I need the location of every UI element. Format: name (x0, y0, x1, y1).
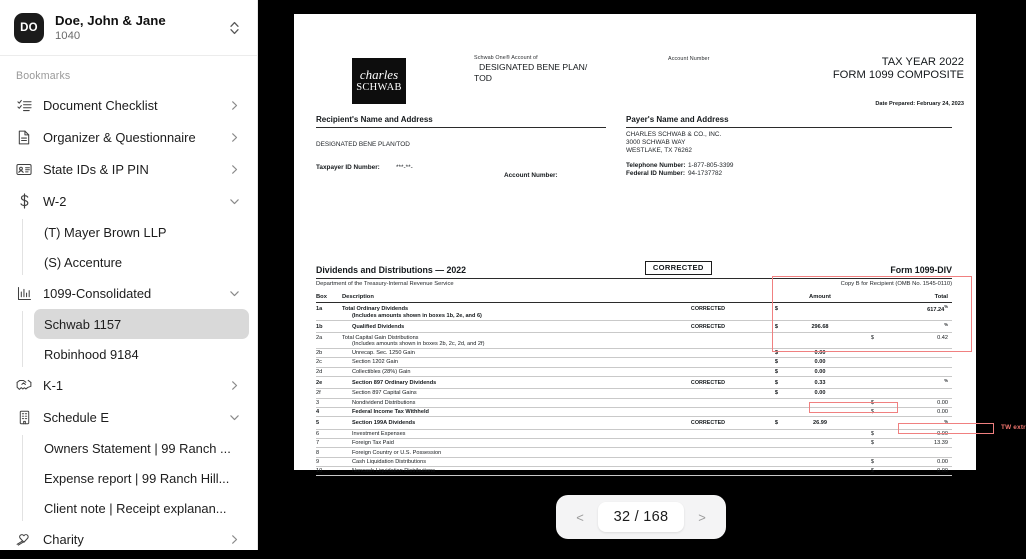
chevron-up-down-icon[interactable] (225, 17, 243, 39)
table-row-note (316, 313, 952, 321)
form-label: Form 1099-DIV (890, 265, 952, 275)
row-desc: Section 1202 Gain (352, 359, 399, 366)
pagination-control[interactable] (556, 495, 726, 539)
row-total: 0.00 (937, 430, 948, 437)
row-amount: 26.99 (813, 419, 827, 426)
telephone-value: 1-877-805-3399 (688, 162, 734, 169)
row-corrected: CORRECTED (690, 323, 726, 330)
corrected-stamp: CORRECTED (645, 261, 712, 275)
annotation-label: TW extr (1001, 424, 1026, 431)
row-box: 8 (316, 449, 320, 456)
sidebar-subitem-label: Owners Statement | 99 Ranch ... (44, 440, 231, 456)
row-d2: $ (870, 440, 874, 447)
table-row (316, 333, 952, 340)
row-d1: $ (774, 305, 778, 312)
chevron-down-icon[interactable] (228, 411, 241, 424)
tax-year-title: TAX YEAR 2022 (881, 56, 964, 68)
sidebar-subitem-label: (S) Accenture (44, 254, 123, 270)
bookmarks-nav (0, 89, 257, 559)
sidebar-item-state-ids-ip-pin[interactable] (8, 153, 249, 185)
department-line: Department of the Treasury-Internal Revenue Service (316, 281, 454, 287)
row-total (874, 378, 952, 387)
building-icon (16, 409, 32, 425)
table-row (316, 358, 952, 367)
form-1099-composite (304, 18, 1026, 475)
table-row (316, 349, 952, 358)
row-d2: $ (870, 409, 874, 416)
row-desc: Section 897 Ordinary Dividends (352, 379, 437, 386)
row-desc: Unrecap. Sec. 1250 Gain (352, 350, 415, 357)
table-row (316, 439, 952, 448)
row-desc: Collectibles (28%) Gain (352, 368, 411, 375)
table-row-note (316, 341, 952, 349)
row-total-sup: % (944, 378, 948, 384)
taxpayer-id-value: ***-**- (396, 164, 413, 171)
client-selector[interactable] (0, 0, 257, 56)
chevron-right-icon[interactable] (228, 379, 241, 392)
sidebar-subitem-client-note[interactable] (34, 493, 249, 523)
row-box: 3 (316, 399, 320, 406)
row-box: 5 (316, 419, 320, 426)
row-d1: $ (774, 368, 778, 375)
row-desc: Foreign Tax Paid (352, 440, 394, 447)
charity-icon (16, 531, 32, 547)
sidebar-item-w-2[interactable] (8, 185, 249, 217)
sidebar-subitem-expense-report[interactable] (34, 463, 249, 493)
row-amount: 0.00 (814, 350, 826, 357)
row-d1: $ (774, 350, 778, 357)
row-box: 6 (316, 430, 320, 437)
row-total (874, 322, 952, 331)
logo-line-2: SCHWAB (356, 82, 402, 94)
row-desc: Cash Liquidation Distributions (352, 458, 427, 465)
chart-icon (16, 285, 32, 301)
client-name: Doe, John & Jane (55, 13, 166, 29)
sidebar-subgroup-schedule-e (0, 433, 257, 523)
sidebar-item-label: State IDs & IP PIN (43, 161, 149, 177)
row-total: 0.00 (937, 399, 948, 406)
row-box: 4 (316, 409, 320, 416)
sidebar-subitem-label: (T) Mayer Brown LLP (44, 224, 167, 240)
sidebar-item-label: Document Checklist (43, 97, 158, 113)
table-row (316, 430, 952, 439)
col-amount: Amount (809, 294, 831, 300)
dividends-table (316, 261, 952, 476)
row-d2: $ (870, 334, 874, 341)
sidebar-item-label: 1099-Consolidated (43, 285, 152, 301)
table-row (316, 368, 952, 377)
row-box: 2d (316, 368, 323, 375)
table-row (316, 303, 952, 313)
row-amount: 0.00 (814, 359, 826, 366)
account-of-label: Schwab One® Account of (474, 55, 538, 61)
account-of-name: DESIGNATED BENE PLAN/ (479, 62, 588, 72)
sidebar-item-organizer-questionnaire[interactable] (8, 121, 249, 153)
sidebar-subitem-label: Schwab 1157 (44, 316, 122, 332)
sidebar-subgroup-1099-consolidated (0, 309, 257, 369)
row-desc: Section 897 Capital Gains (352, 390, 417, 397)
row-desc: Qualified Dividends (352, 323, 405, 330)
row-total (874, 304, 952, 313)
row-box: 2a (316, 334, 323, 341)
row-corrected: CORRECTED (690, 419, 726, 426)
sidebar-subitem-owners-statement[interactable] (34, 433, 249, 463)
col-dollar-spacer-2 (862, 294, 874, 300)
row-desc: Noncash Liquidation Distributions (352, 468, 436, 475)
table-row (316, 399, 952, 408)
sidebar-item-label: Schedule E (43, 409, 109, 425)
row-d1: $ (774, 419, 778, 426)
table-column-headers (316, 294, 952, 303)
form-title: FORM 1099 COMPOSITE (832, 69, 964, 81)
row-total (874, 419, 952, 428)
sidebar-subgroup-w-2 (0, 217, 257, 277)
dollar-icon (16, 193, 32, 209)
row-total: 0.00 (937, 468, 948, 475)
row-total: 13.39 (934, 440, 948, 447)
sidebar-item-charity[interactable] (8, 523, 249, 555)
row-box: 1b (316, 323, 323, 330)
row-d2: $ (870, 399, 874, 406)
table-row (316, 417, 952, 429)
recipient-name: DESIGNATED BENE PLAN/TOD (316, 141, 410, 148)
row-d1: $ (774, 323, 778, 330)
recipient-heading: Recipient's Name and Address (316, 115, 606, 128)
col-spacer (648, 294, 768, 300)
row-d1: $ (774, 379, 778, 386)
row-desc: Total Capital Gain Distributions (342, 334, 419, 341)
chevron-down-icon[interactable] (228, 287, 241, 300)
account-of-name-2: TOD (474, 73, 492, 83)
row-desc: Nondividend Distributions (352, 399, 416, 406)
checklist-icon (16, 97, 32, 113)
chevron-down-icon[interactable] (228, 195, 241, 208)
row-d2: $ (870, 458, 874, 465)
row-amount: 0.00 (814, 368, 826, 375)
table-row (316, 467, 952, 476)
row-d1: $ (774, 359, 778, 366)
sidebar-subitem-mayer-brown[interactable] (34, 217, 249, 247)
chevron-right-icon[interactable] (228, 99, 241, 112)
row-desc: Federal Income Tax Withheld (352, 409, 429, 416)
row-d2: $ (870, 430, 874, 437)
row-box: 10 (316, 468, 323, 475)
next-page-button[interactable]: > (688, 504, 716, 530)
table-row (316, 458, 952, 467)
document-page (294, 14, 1026, 475)
payer-heading: Payer's Name and Address (626, 115, 952, 128)
sidebar-subitem-accenture[interactable] (34, 247, 249, 277)
logo-line-1: charles (359, 67, 399, 83)
row-total-sup: % (944, 322, 948, 328)
payer-line-2: 3000 SCHWAB WAY (626, 139, 686, 146)
row-note: (Includes amounts shown in boxes 1b, 2e, and 6) (352, 313, 482, 320)
sidebar-item-label: W-2 (43, 193, 67, 209)
row-corrected: CORRECTED (690, 379, 726, 386)
sidebar-item-k-1[interactable] (8, 369, 249, 401)
payer-line-3: WESTLAKE, TX 76262 (626, 147, 692, 154)
table-subheader (316, 278, 952, 287)
sidebar-subitem-label: Client note | Receipt explanan... (44, 500, 227, 516)
charles-schwab-logo (352, 58, 406, 104)
section-title: Dividends and Distributions — 2022 (316, 265, 467, 275)
copy-line: Copy B for Recipient (OMB No. 1545-0110) (840, 281, 952, 287)
sidebar-item-1099-consolidated[interactable] (8, 277, 249, 309)
col-box: Box (316, 294, 327, 300)
row-total-sup: % (944, 304, 948, 310)
sidebar-item-label: Organizer & Questionnaire (43, 129, 196, 145)
row-d2: $ (870, 468, 874, 475)
sidebar-subitem-robinhood-9184[interactable] (34, 339, 249, 369)
col-description: Description (342, 294, 374, 300)
taxpayer-id-label: Taxpayer ID Number: (316, 164, 380, 171)
client-form: 1040 (55, 29, 81, 42)
bookmarks-label: Bookmarks (16, 70, 71, 82)
table-row (316, 377, 952, 389)
row-amount: 0.33 (814, 379, 826, 386)
date-prepared: Date Prepared: February 24, 2023 (875, 101, 964, 107)
row-total-value: 617.24 (927, 307, 945, 314)
row-amount: 296.68 (811, 323, 829, 330)
table-row (316, 448, 952, 457)
row-box: 2f (316, 390, 321, 397)
account-number-label: Account Number: (504, 172, 558, 179)
table-row (316, 389, 952, 398)
row-desc: Investment Expenses (352, 430, 406, 437)
sidebar-subitem-label: Expense report | 99 Ranch Hill... (44, 470, 230, 486)
sidebar-subitem-label: Robinhood 9184 (44, 346, 139, 362)
sidebar-item-label: K-1 (43, 377, 64, 393)
sidebar-subitem-schwab-1157[interactable] (34, 309, 249, 339)
row-total: 0.00 (937, 458, 948, 465)
row-box: 2c (316, 359, 322, 366)
row-corrected: CORRECTED (690, 305, 726, 312)
row-desc: Foreign Country or U.S. Possession (352, 449, 442, 456)
table-title-row (316, 261, 952, 275)
row-total-sup: % (944, 418, 948, 424)
row-desc: Section 199A Dividends (352, 419, 416, 426)
page-number-input[interactable]: 32 / 168 (598, 502, 684, 532)
row-d1: $ (774, 390, 778, 397)
id-card-icon (16, 161, 32, 177)
chevron-right-icon[interactable] (228, 533, 241, 546)
federal-id-label: Federal ID Number: (626, 170, 685, 177)
row-amount: 0.00 (814, 390, 826, 397)
federal-id-value: 94-1737782 (688, 170, 723, 177)
row-box: 1a (316, 305, 323, 312)
document-viewer[interactable] (258, 0, 1024, 550)
sidebar (0, 0, 258, 550)
sidebar-item-label: Charity (43, 531, 84, 547)
table-row (316, 321, 952, 333)
chevron-right-icon[interactable] (228, 163, 241, 176)
row-note: (Includes amounts shown in boxes 2b, 2c, 2d, and 2f) (352, 340, 485, 347)
row-total: 0.00 (937, 409, 948, 416)
sidebar-item-schedule-e[interactable] (8, 401, 249, 433)
avatar: DO (14, 13, 44, 43)
row-box: 2e (316, 379, 323, 386)
row-total: 0.42 (937, 334, 948, 341)
row-desc: Total Ordinary Dividends (342, 305, 409, 312)
col-dollar-spacer (768, 294, 778, 300)
handshake-icon (16, 377, 32, 393)
col-total: Total (934, 294, 948, 300)
telephone-label: Telephone Number: (626, 162, 686, 169)
row-box: 7 (316, 440, 320, 447)
row-box: 9 (316, 458, 320, 465)
sidebar-item-document-checklist[interactable] (8, 89, 249, 121)
account-number-top-label: Account Number (668, 56, 710, 62)
document-icon (16, 129, 32, 145)
row-box: 2b (316, 350, 323, 357)
chevron-right-icon[interactable] (228, 131, 241, 144)
table-row (316, 408, 952, 417)
previous-page-button[interactable]: < (566, 504, 594, 530)
payer-line-1: CHARLES SCHWAB & CO., INC. (626, 131, 722, 138)
